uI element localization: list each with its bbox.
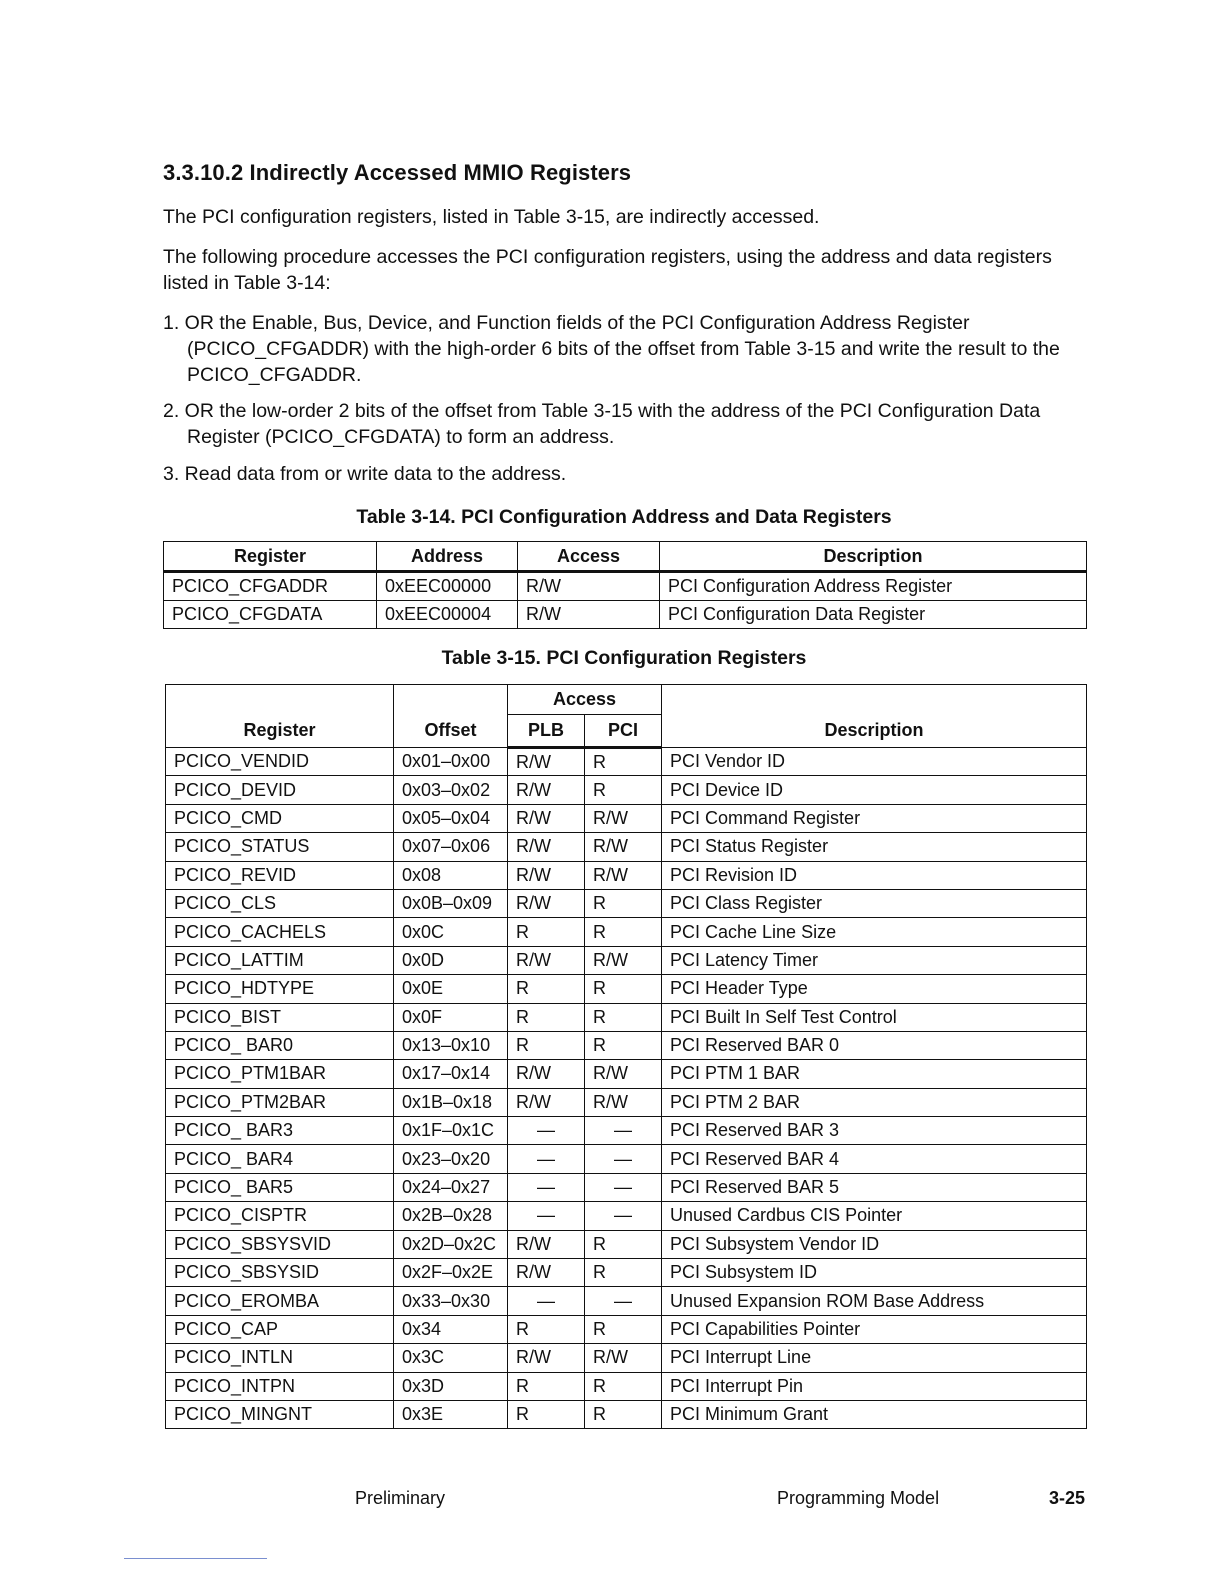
table-cell: PCI Latency Timer xyxy=(662,946,1087,974)
table-row xyxy=(164,600,1087,629)
table-cell: Unused Cardbus CIS Pointer xyxy=(662,1202,1087,1230)
table-cell: PCICO_ BAR0 xyxy=(166,1031,394,1059)
table-header: Register xyxy=(166,685,394,748)
table-cell: R/W xyxy=(508,1259,585,1287)
table-row xyxy=(166,1259,1087,1287)
table-cell: R xyxy=(508,1315,585,1343)
table-cell: PCICO_CFGDATA xyxy=(164,600,377,629)
table-cell: R xyxy=(585,1259,662,1287)
table-cell: PCI Interrupt Pin xyxy=(662,1372,1087,1400)
table-cell: PCICO_EROMBA xyxy=(166,1287,394,1315)
table-row xyxy=(166,1088,1087,1116)
intro-paragraph: The PCI configuration registers, listed in Table 3-15, are indirectly accessed. xyxy=(163,206,820,228)
table-cell: R xyxy=(585,918,662,946)
table-cell: Unused Expansion ROM Base Address xyxy=(662,1287,1087,1315)
table-cell: PCI PTM 2 BAR xyxy=(662,1088,1087,1116)
table-row xyxy=(166,804,1087,832)
table-cell: 0x0E xyxy=(394,975,508,1003)
table-header: Access xyxy=(518,542,660,572)
table-cell: PCI Built In Self Test Control xyxy=(662,1003,1087,1031)
table-row xyxy=(166,1145,1087,1173)
table-row xyxy=(166,1031,1087,1059)
footer-chapter: Programming Model xyxy=(777,1488,940,1508)
table-cell: R/W xyxy=(508,889,585,917)
table-cell: R xyxy=(585,1372,662,1400)
table-row xyxy=(166,975,1087,1003)
table-cell: — xyxy=(508,1202,585,1230)
table-row xyxy=(166,1117,1087,1145)
table-row xyxy=(166,1060,1087,1088)
table-cell: PCI Reserved BAR 0 xyxy=(662,1031,1087,1059)
table-row xyxy=(164,572,1087,601)
table-cell: PCI Minimum Grant xyxy=(662,1400,1087,1428)
table-cell: PCI Class Register xyxy=(662,889,1087,917)
table-row xyxy=(166,946,1087,974)
table-cell: 0x0F xyxy=(394,1003,508,1031)
table-cell: R/W xyxy=(518,572,660,601)
table-cell: PCI Capabilities Pointer xyxy=(662,1315,1087,1343)
table-cell: PCICO_CAP xyxy=(166,1315,394,1343)
table-row xyxy=(166,1344,1087,1372)
table-cell: 0x1B–0x18 xyxy=(394,1088,508,1116)
table-cell: PCI Device ID xyxy=(662,776,1087,804)
table-cell: PCI Vendor ID xyxy=(662,748,1087,776)
table-cell: R/W xyxy=(585,1060,662,1088)
table-cell: 0x33–0x30 xyxy=(394,1287,508,1315)
table-row xyxy=(166,776,1087,804)
table-cell: 0x1F–0x1C xyxy=(394,1117,508,1145)
table-cell: R xyxy=(508,1372,585,1400)
table-cell: 0x07–0x06 xyxy=(394,833,508,861)
procedure-step-3: 3. Read data from or write data to the address. xyxy=(163,463,567,485)
table-cell: R/W xyxy=(585,946,662,974)
table-cell: PCI Header Type xyxy=(662,975,1087,1003)
table-cell: 0x08 xyxy=(394,861,508,889)
procedure-step-1: 1. OR the Enable, Bus, Device, and Function fields of the PCI Configuration Address Register (PCICO_CFGADDR) with the high-order 6 bits of the offset from Table 3-15 and write the result to the PCICO_CFGADDR. xyxy=(163,312,1060,386)
table-cell: R xyxy=(585,1400,662,1428)
table-cell: PCICO_STATUS xyxy=(166,833,394,861)
table-cell: R/W xyxy=(585,833,662,861)
table-cell: 0x13–0x10 xyxy=(394,1031,508,1059)
table-cell: 0x03–0x02 xyxy=(394,776,508,804)
table-cell: 0x0D xyxy=(394,946,508,974)
table-cell: R/W xyxy=(508,1060,585,1088)
table-cell: 0x23–0x20 xyxy=(394,1145,508,1173)
table-cell: PCICO_BIST xyxy=(166,1003,394,1031)
table-cell: 0x3C xyxy=(394,1344,508,1372)
table-cell: PCICO_PTM1BAR xyxy=(166,1060,394,1088)
table-cell: R xyxy=(508,1003,585,1031)
table-cell: PCICO_LATTIM xyxy=(166,946,394,974)
table-cell: R xyxy=(585,1315,662,1343)
table-cell: — xyxy=(585,1173,662,1201)
table-cell: R xyxy=(508,918,585,946)
table-cell: R/W xyxy=(508,804,585,832)
table-cell: 0x24–0x27 xyxy=(394,1173,508,1201)
table-cell: R/W xyxy=(508,1344,585,1372)
table-cell: PCICO_DEVID xyxy=(166,776,394,804)
table-3-14-caption: Table 3-14. PCI Configuration Address and Data Registers xyxy=(356,506,892,528)
table-cell: PCICO_ BAR5 xyxy=(166,1173,394,1201)
table-cell: R/W xyxy=(508,748,585,776)
table-cell: R/W xyxy=(585,1088,662,1116)
table-cell: R/W xyxy=(518,600,660,629)
table-cell: R/W xyxy=(508,833,585,861)
table-cell: PCI Status Register xyxy=(662,833,1087,861)
table-header: PCI xyxy=(585,715,662,748)
table-cell: PCICO_VENDID xyxy=(166,748,394,776)
table-cell: — xyxy=(585,1117,662,1145)
table-row xyxy=(166,1230,1087,1258)
procedure-step-2: 2. OR the low-order 2 bits of the offset from Table 3-15 with the address of the PCI Configuration Data Register (PCICO_CFGDATA) to form an address. xyxy=(163,400,1041,448)
table-cell: 0x2B–0x28 xyxy=(394,1202,508,1230)
table-cell: R/W xyxy=(585,1344,662,1372)
table-header: Offset xyxy=(394,685,508,748)
table-cell: PCICO_REVID xyxy=(166,861,394,889)
procedure-paragraph: The following procedure accesses the PCI configuration registers, using the address and data registers listed in Table 3-14: xyxy=(163,246,1052,294)
table-3-15-caption: Table 3-15. PCI Configuration Registers xyxy=(441,647,807,669)
table-cell: PCI Revision ID xyxy=(662,861,1087,889)
table-cell: 0x17–0x14 xyxy=(394,1060,508,1088)
table-cell: PCI Interrupt Line xyxy=(662,1344,1087,1372)
table-cell: R/W xyxy=(585,861,662,889)
table-cell: PCICO_CFGADDR xyxy=(164,572,377,601)
table-row xyxy=(166,1287,1087,1315)
table-cell: 0x0C xyxy=(394,918,508,946)
table-cell: PCI Subsystem ID xyxy=(662,1259,1087,1287)
table-cell: — xyxy=(585,1287,662,1315)
table-cell: PCICO_CMD xyxy=(166,804,394,832)
table-header: Register xyxy=(164,542,377,572)
table-cell: 0x2D–0x2C xyxy=(394,1230,508,1258)
table-cell: PCICO_INTPN xyxy=(166,1372,394,1400)
table-header: Description xyxy=(660,542,1087,572)
table-row xyxy=(166,833,1087,861)
table-row xyxy=(166,861,1087,889)
table-cell: PCICO_HDTYPE xyxy=(166,975,394,1003)
page-number: 3-25 xyxy=(1049,1488,1086,1508)
table-cell: PCI Subsystem Vendor ID xyxy=(662,1230,1087,1258)
table-row xyxy=(166,748,1087,776)
table-cell: R/W xyxy=(508,861,585,889)
table-cell: — xyxy=(508,1117,585,1145)
table-cell: R xyxy=(508,1031,585,1059)
table-cell: 0xEEC00004 xyxy=(377,600,518,629)
table-header: Address xyxy=(377,542,518,572)
table-header: Access xyxy=(508,685,662,715)
table-cell: PCICO_MINGNT xyxy=(166,1400,394,1428)
table-cell: — xyxy=(585,1145,662,1173)
table-cell: PCI Cache Line Size xyxy=(662,918,1087,946)
table-cell: R/W xyxy=(508,1088,585,1116)
table-cell: R xyxy=(508,1400,585,1428)
table-cell: — xyxy=(508,1287,585,1315)
table-cell: PCICO_SBSYSID xyxy=(166,1259,394,1287)
table-cell: R xyxy=(585,1031,662,1059)
table-cell: R xyxy=(585,975,662,1003)
table-3-15 xyxy=(165,684,1087,1429)
table-cell: PCICO_CACHELS xyxy=(166,918,394,946)
footer-status: Preliminary xyxy=(355,1488,446,1508)
table-3-14 xyxy=(163,541,1087,629)
table-cell: R xyxy=(585,1230,662,1258)
table-cell: PCICO_SBSYSVID xyxy=(166,1230,394,1258)
table-row xyxy=(166,918,1087,946)
table-cell: R xyxy=(585,1003,662,1031)
table-cell: PCICO_ BAR4 xyxy=(166,1145,394,1173)
table-cell: 0x3D xyxy=(394,1372,508,1400)
table-cell: PCI Configuration Data Register xyxy=(660,600,1087,629)
table-cell: 0xEEC00000 xyxy=(377,572,518,601)
table-cell: 0x2F–0x2E xyxy=(394,1259,508,1287)
table-row xyxy=(166,889,1087,917)
table-cell: 0x01–0x00 xyxy=(394,748,508,776)
table-cell: PCICO_INTLN xyxy=(166,1344,394,1372)
table-cell: 0x3E xyxy=(394,1400,508,1428)
table-cell: 0x34 xyxy=(394,1315,508,1343)
table-cell: PCI Reserved BAR 4 xyxy=(662,1145,1087,1173)
table-cell: PCI Reserved BAR 5 xyxy=(662,1173,1087,1201)
table-cell: — xyxy=(585,1202,662,1230)
table-cell: R xyxy=(585,748,662,776)
table-cell: R/W xyxy=(508,776,585,804)
table-row xyxy=(166,1202,1087,1230)
table-cell: PCI Configuration Address Register xyxy=(660,572,1087,601)
table-cell: 0x05–0x04 xyxy=(394,804,508,832)
table-cell: 0x0B–0x09 xyxy=(394,889,508,917)
table-row xyxy=(166,1003,1087,1031)
table-header: PLB xyxy=(508,715,585,748)
table-cell: R xyxy=(585,776,662,804)
section-heading: 3.3.10.2 Indirectly Accessed MMIO Registers xyxy=(163,160,632,185)
table-row xyxy=(166,1372,1087,1400)
table-cell: R xyxy=(508,975,585,1003)
table-cell: PCICO_PTM2BAR xyxy=(166,1088,394,1116)
table-cell: PCI Reserved BAR 3 xyxy=(662,1117,1087,1145)
table-row xyxy=(166,1173,1087,1201)
table-cell: PCICO_ BAR3 xyxy=(166,1117,394,1145)
table-row xyxy=(166,1400,1087,1428)
table-cell: — xyxy=(508,1173,585,1201)
page-edge-rule xyxy=(124,1558,267,1559)
table-cell: R/W xyxy=(585,804,662,832)
table-cell: R xyxy=(585,889,662,917)
table-header: Description xyxy=(662,685,1087,748)
table-cell: PCICO_CISPTR xyxy=(166,1202,394,1230)
table-cell: R/W xyxy=(508,946,585,974)
table-cell: R/W xyxy=(508,1230,585,1258)
table-cell: PCICO_CLS xyxy=(166,889,394,917)
table-cell: PCI PTM 1 BAR xyxy=(662,1060,1087,1088)
table-cell: PCI Command Register xyxy=(662,804,1087,832)
table-row xyxy=(166,1315,1087,1343)
table-cell: — xyxy=(508,1145,585,1173)
